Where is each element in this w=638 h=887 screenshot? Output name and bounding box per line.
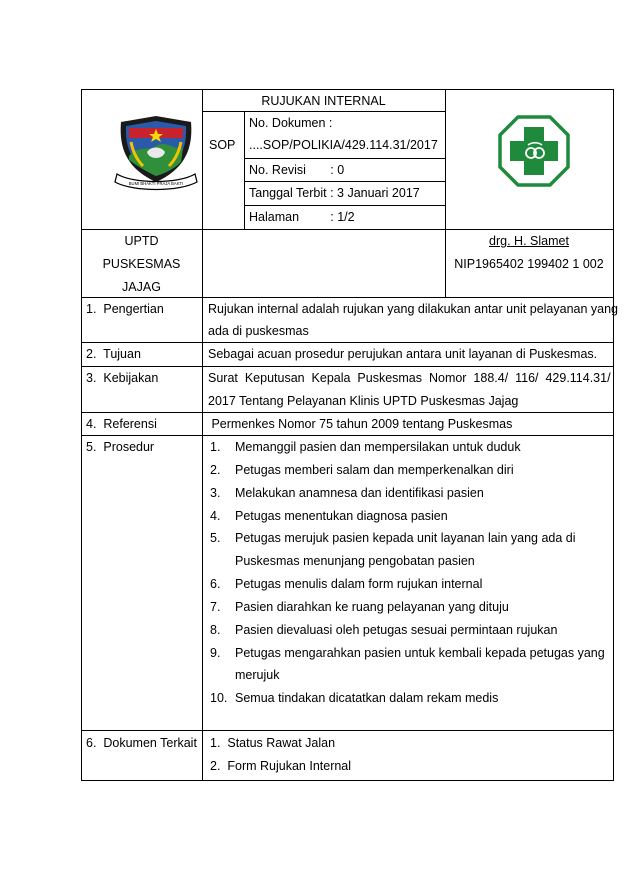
- step-text: Pasien diarahkan ke ruang pelayanan yang dituju: [235, 600, 509, 614]
- pengertian-line-2: ada di puskesmas: [208, 324, 309, 338]
- pengertian-line-1: Rujukan internal adalah rujukan yang dilakukan antar unit pelayanan yang: [208, 302, 619, 316]
- step-num: 8.: [210, 623, 221, 637]
- step-num: 5.: [210, 531, 221, 545]
- step-num: 10.: [210, 691, 228, 705]
- row-rule-unit: [81, 297, 614, 298]
- step-text: Petugas menentukan diagnosa pasien: [235, 509, 448, 523]
- referensi-line-1: Permenkes Nomor 75 tahun 2009 tentang Puskesmas: [208, 417, 513, 431]
- row-rule-prosedur: [81, 730, 614, 731]
- step-text: Petugas mengarahkan pasien untuk kembali kepada petugas yang: [235, 646, 605, 660]
- dokumen-item: 1. Status Rawat Jalan: [210, 736, 336, 750]
- kebijakan-line-1: Surat Keputusan Kepala Puskesmas Nomor 188.4/ 116/ 429.114.31/: [208, 371, 611, 385]
- tujuan-line-1: Sebagai acuan prosedur perujukan antara unit layanan di Puskesmas.: [208, 347, 598, 361]
- step-text: Petugas merujuk pasien kepada unit layanan lain yang ada di: [235, 531, 576, 545]
- label-kebijakan: 3. Kebijakan: [86, 371, 159, 385]
- header-rule-right: [445, 229, 613, 230]
- puskesmas-cross-icon: [498, 115, 570, 187]
- table-border-top: [81, 89, 614, 90]
- label-tujuan: 2. Tujuan: [86, 347, 141, 361]
- step-text: Petugas memberi salam dan memperkenalkan diri: [235, 463, 514, 477]
- row-rule-referensi: [81, 435, 614, 436]
- step-num: 9.: [210, 646, 221, 660]
- step-text: Petugas menulis dalam form rujukan internal: [235, 577, 483, 591]
- dokumen-item: 2. Form Rujukan Internal: [210, 759, 352, 773]
- header-rule-dokumen: [244, 158, 445, 159]
- label-referensi: 4. Referensi: [86, 417, 157, 431]
- col-divider-sop: [244, 111, 245, 229]
- unit-line-3: JAJAG: [122, 280, 161, 294]
- step-num: 2.: [210, 463, 221, 477]
- label-dokumen-terkait: 6. Dokumen Terkait: [86, 736, 197, 750]
- label-pengertian: 1. Pengertian: [86, 302, 164, 316]
- signatory-nip: NIP1965402 199402 1 002: [454, 257, 604, 271]
- unit-line-1: UPTD: [124, 234, 159, 248]
- header-rule-title: [202, 111, 445, 112]
- step-num: 3.: [210, 486, 221, 500]
- header-rule-halaman: [202, 229, 445, 230]
- document-title: RUJUKAN INTERNAL: [261, 94, 386, 108]
- label-prosedur: 5. Prosedur: [86, 440, 155, 454]
- crest-banner-text: BUMI BHAKTI PRAJA BAKTI: [128, 181, 184, 186]
- no-revisi: No. Revisi : 0: [249, 163, 345, 177]
- step-num: 1.: [210, 440, 221, 454]
- row-rule-tujuan: [81, 366, 614, 367]
- step-num: 4.: [210, 509, 221, 523]
- header-rule-tanggal: [244, 205, 445, 206]
- row-rule-pengertian: [81, 342, 614, 343]
- regency-crest-icon: [113, 112, 199, 192]
- no-dokumen-value: ....SOP/POLIKIA/429.114.31/2017: [249, 138, 438, 152]
- unit-line-2: PUSKESMAS: [102, 257, 181, 271]
- step-num: 7.: [210, 600, 221, 614]
- step-text: Pasien dievaluasi oleh petugas sesuai permintaan rujukan: [235, 623, 558, 637]
- step-text: Melakukan anamnesa dan identifikasi pasien: [235, 486, 484, 500]
- header-rule-crest: [81, 229, 202, 230]
- step-text: merujuk: [235, 668, 280, 682]
- step-num: 6.: [210, 577, 221, 591]
- sop-label: SOP: [209, 138, 236, 152]
- no-dokumen-label: No. Dokumen :: [249, 116, 333, 130]
- row-rule-kebijakan: [81, 412, 614, 413]
- kebijakan-line-2: 2017 Tentang Pelayanan Klinis UPTD Puskesmas Jajag: [208, 394, 519, 408]
- step-text: Puskesmas menunjang pengobatan pasien: [235, 554, 475, 568]
- step-text: Semua tindakan dicatatkan dalam rekam medis: [235, 691, 499, 705]
- header-rule-revisi: [244, 181, 445, 182]
- halaman: Halaman : 1/2: [249, 210, 355, 224]
- signatory-name: drg. H. Slamet: [489, 234, 569, 248]
- table-border-bottom: [81, 780, 614, 781]
- step-text: Memanggil pasien dan mempersilakan untuk duduk: [235, 440, 521, 454]
- tanggal-terbit: Tanggal Terbit : 3 Januari 2017: [249, 186, 420, 200]
